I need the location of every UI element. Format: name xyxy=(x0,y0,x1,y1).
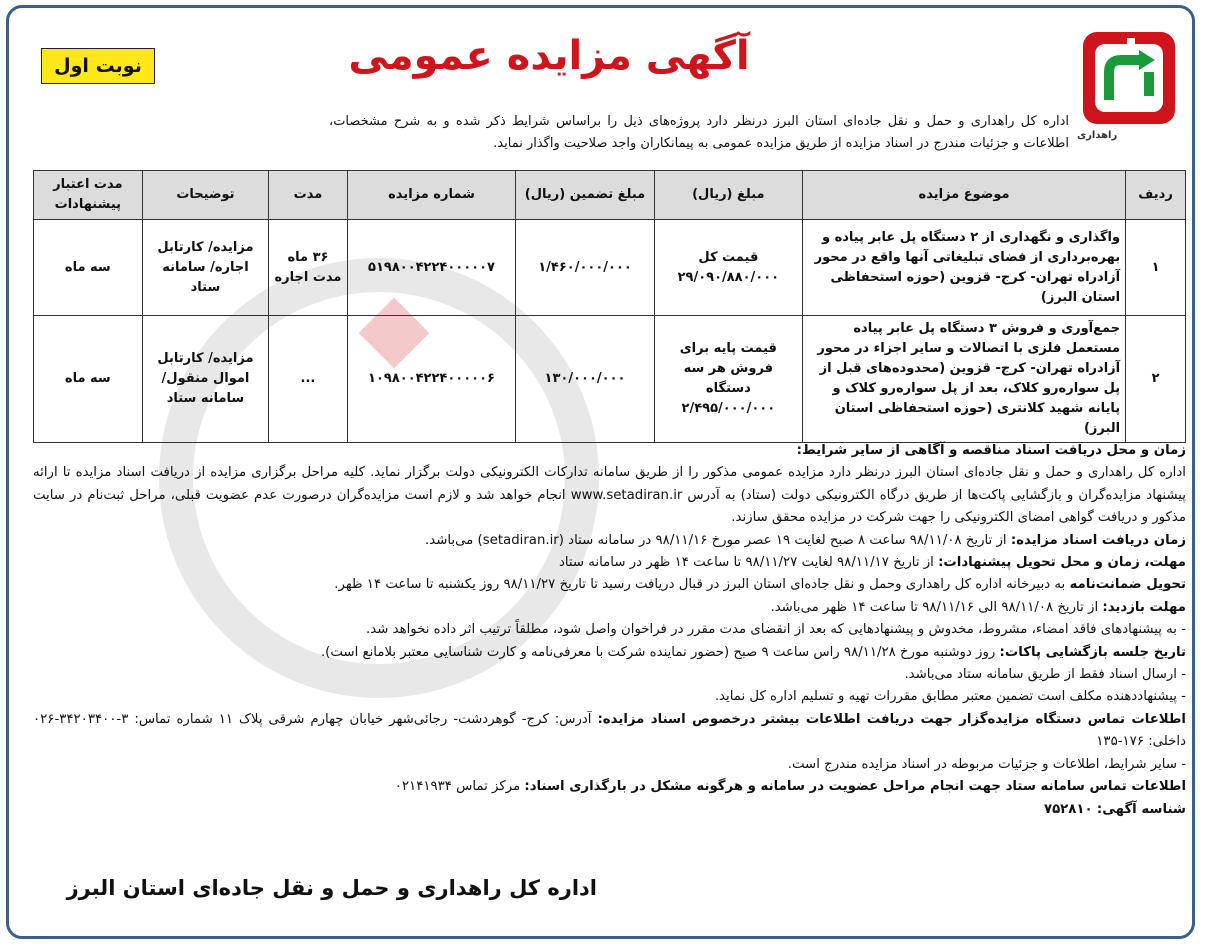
setad-contact-label: اطلاعات تماس سامانه ستاد جهت انجام مراحل عضویت در سامانه و هرگونه مشکل در بارگذاری اسناد: xyxy=(524,779,1186,795)
cell-row: ۱ xyxy=(1126,220,1186,316)
opening-label: تاریخ جلسه بازگشایی پاکات: xyxy=(999,644,1186,660)
cell-number: ۵۱۹۸۰۰۴۲۲۴۰۰۰۰۰۷ xyxy=(347,220,516,316)
notice-frame xyxy=(6,5,1195,939)
table-row xyxy=(34,220,1186,316)
note-invalid-bids: - به پیشنهادهای فاقد امضاء، مشروط، مخدوش و پیشنهادهایی که بعد از انقضای مدت مقرر در فراخوان واصل شود، مطلقاً ترتیب اثر داده نخواهد شد. xyxy=(366,622,1186,638)
cell-validity: سه ماه xyxy=(34,220,143,316)
cell-guarantee: ۱۳۰/۰۰۰/۰۰۰ xyxy=(516,316,654,443)
organization-signature: اداره کل راهداری و حمل و نقل جاده‌ای استان البرز xyxy=(66,876,597,900)
col-header-number: شماره مزایده xyxy=(347,171,516,220)
visit-label: مهلت بازدید: xyxy=(1102,599,1186,615)
cell-number: ۱۰۹۸۰۰۴۲۲۴۰۰۰۰۰۶ xyxy=(347,316,516,443)
contact-label: اطلاعات تماس دستگاه مزایده‌گزار جهت دریافت اطلاعات بیشتر درخصوص اسناد مزایده: xyxy=(597,711,1186,727)
deadline-text: از تاریخ ۹۸/۱۱/۱۷ لغایت ۹۸/۱۱/۲۷ تا ساعت ۱۴ ظهر در سامانه ستاد xyxy=(558,555,934,571)
doc-time-text: از تاریخ ۹۸/۱۱/۰۸ ساعت ۸ صبح لغایت ۱۹ عصر مورخ ۹۸/۱۱/۱۶ در سامانه ستاد (setadiran.ir) می‌باشد. xyxy=(424,532,1007,548)
deadline-label: مهلت، زمان و محل تحویل پیشنهادات: xyxy=(938,555,1186,571)
col-header-row: ردیف xyxy=(1126,171,1186,220)
cell-subject: واگذاری و نگهداری از ۲ دستگاه پل عابر پیاده و بهره‌برداری از فضای تبلیغاتی آنها واقع در محور آزادراه تهران- کرج- قزوین (حوزه استحفاظی استان البرز) xyxy=(802,220,1125,316)
conditions-paragraph: اداره کل راهداری و حمل و نقل جاده‌ای استان البرز درنظر دارد مزایده عمومی مذکور را از طریق سامانه تدارکات الکترونیکی دولت برگزار نماید. کلیه مراحل برگزاری مزایده از دریافت اسناد مزایده تا ارائه پیشنهاد مزایده‌گران و بازگشایی پاکت‌ها از طریق درگاه الکترونیکی دولت (ستاد) به آدرس www.setadiran.ir انجام خواهد شد و لازم است مزایده‌گران درصورت عدم عضویت قبلی، مراحل ثبت‌نام در سایت مذکور و دریافت گواهی امضای الکترونیکی را جهت شرکت در مزایده محقق سازند. xyxy=(33,465,1186,526)
cell-row: ۲ xyxy=(1126,316,1186,443)
note-submission: - ارسال اسناد فقط از طریق سامانه ستاد می‌باشد. xyxy=(904,667,1186,683)
col-header-subject: موضوع مزایده xyxy=(802,171,1125,220)
col-header-guarantee: مبلغ تضمین (ریال) xyxy=(516,171,654,220)
col-header-duration: مدت xyxy=(269,171,347,220)
round-badge: نوبت اول xyxy=(41,48,155,84)
opening-text: روز دوشنبه مورخ ۹۸/۱۱/۲۸ راس ساعت ۹ صبح (حضور نماینده شرکت با معرفی‌نامه و کارت شناسایی معتبر بلامانع است). xyxy=(320,644,996,660)
contact-text: آدرس: کرج- گوهردشت- رجائی‌شهر خیابان چهارم شرقی پلاک ۱۱ شماره تماس: ۳-۳۴۲۰۳۴۰۰-۰۲۶ داخلی: ۱۷۶-۱۳۵ xyxy=(33,711,1186,750)
conditions-heading: زمان و محل دریافت اسناد مناقصه و آگاهی از سایر شرایط: xyxy=(796,443,1186,458)
col-header-notes: توضیحات xyxy=(142,171,269,220)
cell-notes: مزایده/ کارتابل اجاره/ سامانه ستاد xyxy=(142,220,269,316)
intro-paragraph: اداره کل راهداری و حمل و نقل جاده‌ای استان البرز درنظر دارد پروژه‌های ذیل را براساس شرایط ذکر شده و به شرح مشخصات، اطلاعات و جزئیات مندرج در اسناد مزایده از طریق مزایده عمومی به پیمانکاران واجد صلاحیت واگذار نماید. xyxy=(329,114,1069,151)
cell-duration: ... xyxy=(269,316,347,443)
cell-duration: ۳۶ ماه مدت اجاره xyxy=(269,220,347,316)
ad-id-label: شناسه آگهی: xyxy=(1096,801,1186,817)
col-header-validity: مدت اعتبار پیشنهادات xyxy=(34,171,143,220)
doc-time-label: زمان دریافت اسناد مزایده: xyxy=(1010,532,1186,548)
guarantee-text: به دبیرخانه اداره کل راهداری وحمل و نقل جاده‌ای استان البرز در قبال دریافت رسید تا تاریخ ۹۸/۱۱/۲۷ روز یکشنبه تا ساعت ۱۴ ظهر. xyxy=(334,577,1066,593)
cell-amount: قیمت کل ۲۹/۰۹۰/۸۸۰/۰۰۰ xyxy=(654,220,802,316)
page-title: آگهی مزایده عمومی xyxy=(348,33,750,79)
cell-amount: قیمت پایه برای فروش هر سه دستگاه ۲/۴۹۵/۰۰۰/۰۰۰ xyxy=(654,316,802,443)
cell-guarantee: ۱/۴۶۰/۰۰۰/۰۰۰ xyxy=(516,220,654,316)
setad-contact-text: مرکز تماس ۰۲۱۴۱۹۳۴ xyxy=(394,779,521,795)
col-header-amount: مبلغ (ریال) xyxy=(654,171,802,220)
auction-table xyxy=(33,170,1186,443)
cell-notes: مزایده/ کارتابل اموال منقول/ سامانه ستاد xyxy=(142,316,269,443)
road-administration-logo-icon xyxy=(1079,28,1179,146)
ad-id-value: ۷۵۲۸۱۰ xyxy=(1043,801,1093,817)
note-other-conditions: - سایر شرایط، اطلاعات و جزئیات مربوطه در اسناد مزایده مندرج است. xyxy=(787,756,1186,772)
visit-text: از تاریخ ۹۸/۱۱/۰۸ الی ۹۸/۱۱/۱۶ تا ساعت ۱۴ ظهر می‌باشد. xyxy=(770,599,1099,615)
table-row xyxy=(34,316,1186,443)
note-guarantee: - پیشنهاددهنده مکلف است تضمین معتبر مطابق مقررات تهیه و تسلیم اداره کل نماید. xyxy=(714,689,1186,705)
guarantee-label: تحویل ضمانت‌نامه xyxy=(1069,577,1186,593)
logo-caption: راهداری xyxy=(1077,130,1118,141)
table-header-row xyxy=(34,171,1186,220)
cell-subject: جمع‌آوری و فروش ۳ دستگاه پل عابر پیاده مستعمل فلزی با اتصالات و سایر اجزاء در محور آزادراه تهران- کرج- قزوین (محدوده‌های قبل از پل سواره‌رو کلاک، بعد از پل سواره‌رو کلاک و پایانه شهید کلانتری (حوزه استحفاظی استان البرز) xyxy=(802,316,1125,443)
cell-validity: سه ماه xyxy=(34,316,143,443)
conditions-section xyxy=(33,440,1186,821)
